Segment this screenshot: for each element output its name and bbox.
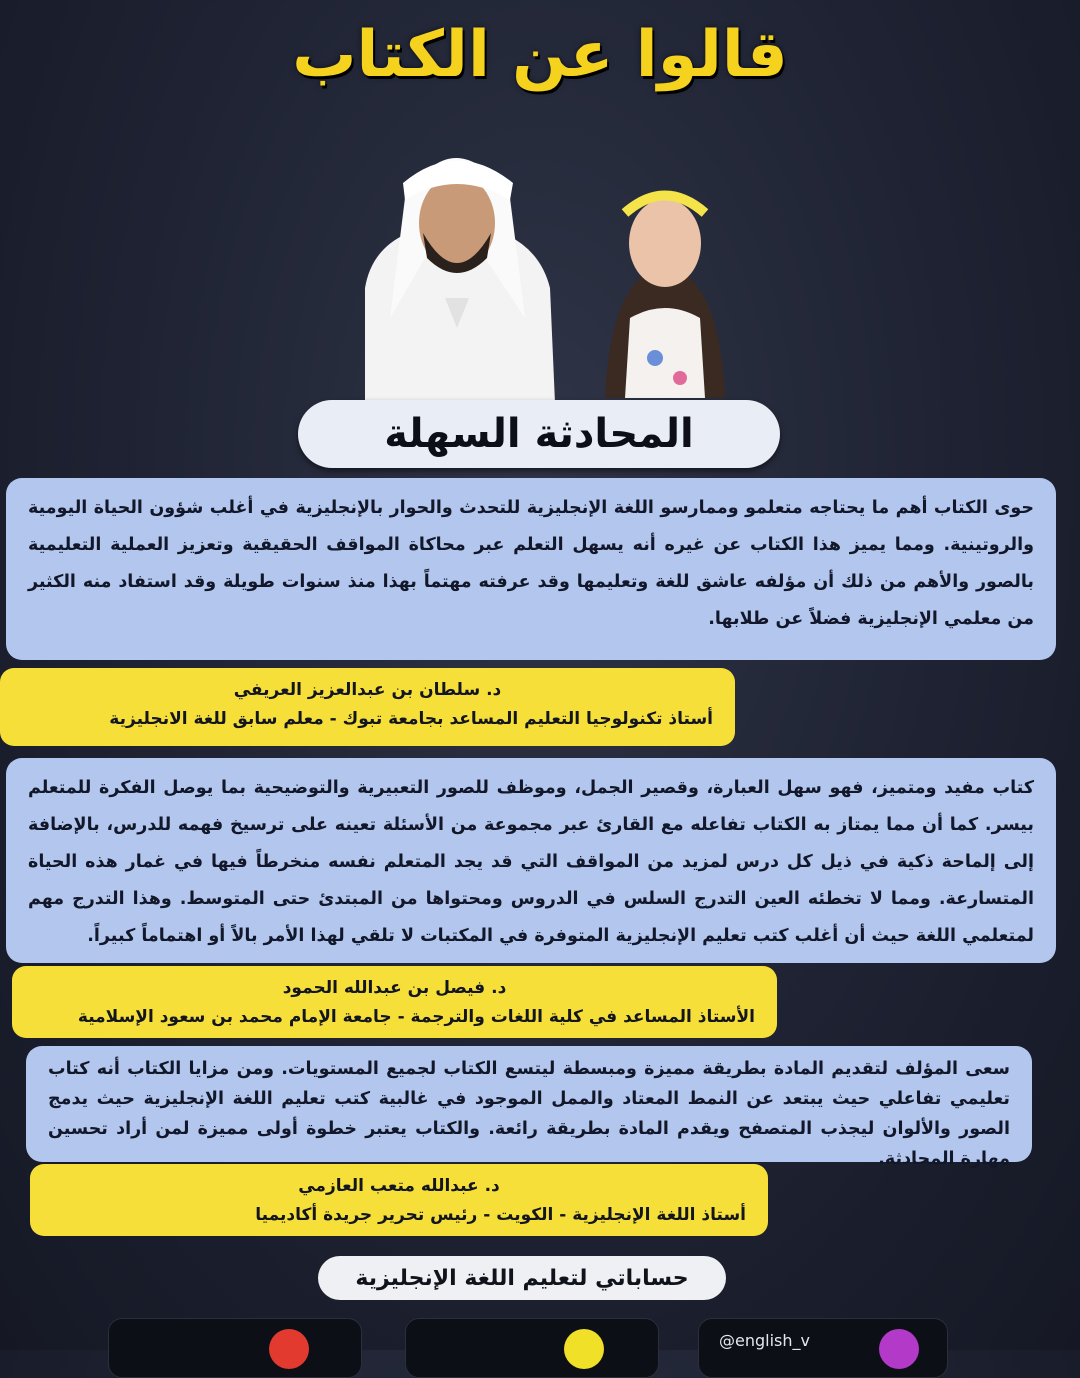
snapchat-account[interactable]	[405, 1318, 659, 1378]
review-1-author-role: أستاذ تكنولوجيا التعليم المساعد بجامعة تبوك - معلم سابق للغة الانجليزية	[109, 709, 713, 729]
youtube-account[interactable]	[108, 1318, 362, 1378]
review-1-author-box	[0, 668, 735, 746]
review-1-text: حوى الكتاب أهم ما يحتاجه متعلمو وممارسو اللغة الإنجليزية للتحدث والحوار بالإنجليزية في أغلب شؤون الحياة اليومية والروتينية. ومما يميز هذا الكتاب عن غيره أنه يسهل التعلم عبر محاكاة المواقف الحقيقية وتعزيز العملية التعليمية بالصور والأهم من ذلك أن مؤلفه عاشق للغة وتعليمها وقد عرفته مهتماً بهذا منذ سنوات طويلة وقد استفاد منه الكثير من معلمي الإنجليزية فضلاً عن طلابها.	[28, 498, 1034, 629]
accounts-label: حساباتي لتعليم اللغة الإنجليزية	[318, 1256, 726, 1300]
review-3-panel	[26, 1046, 1032, 1169]
youtube-icon	[269, 1329, 309, 1369]
page-title: قالوا عن الكتاب	[292, 18, 788, 92]
review-1-panel	[6, 478, 1056, 660]
review-2-text: كتاب مفيد ومتميز، فهو سهل العبارة، وقصير الجمل، وموظف للصور التعبيرية والتوضيحية بما يوصل الفكرة للمتعلم بيسر. كما أن مما يمتاز به الكتاب تفاعله مع القارئ عبر مجموعة من الأسئلة تعينه على ترسيخ فهمه للدرس، بالإضافة إلى إلماحة ذكية في ذيل كل درس لمزيد من المواقف التي قد يجد المتعلم نفسه منخرطاً فيها في غمار هذه الحياة المتسارعة. ومما لا تخطئه العين التدرج السلس في الدروس ومحتواها من المبتدئ حتى المتوسط. وهذا التدرج مهم لمتعلمي اللغة حيث أن أغلب كتب تعليم الإنجليزية المتوفرة في المكتبات لا تلقي لهذا الأمر بالاً أو اهتماماً كبيراً.	[28, 778, 1034, 946]
review-3-author-role: أستاذ اللغة الإنجليزية - الكويت - رئيس تحرير جريدة أكاديميا	[255, 1205, 746, 1225]
review-1-author-name: د. سلطان بن عبدالعزيز العريفي	[233, 680, 502, 700]
instagram-account[interactable]	[698, 1318, 948, 1378]
review-2-author-name: د. فيصل بن عبدالله الحمود	[282, 978, 507, 998]
instagram-icon	[879, 1329, 919, 1369]
review-2-author-box	[12, 966, 777, 1038]
review-2-author-role: الأستاذ المساعد في كلية اللغات والترجمة - جامعة الإمام محمد بن سعود الإسلامية	[77, 1007, 755, 1027]
book-title-badge: المحادثة السهلة	[298, 400, 780, 468]
review-3-author-box	[30, 1164, 768, 1236]
snapchat-icon	[564, 1329, 604, 1369]
review-3-text: سعى المؤلف لتقديم المادة بطريقة مميزة ومبسطة ليتسع الكتاب لجميع المستويات. ومن مزايا الكتاب أنه كتاب تعليمي تفاعلي حيث يبتعد عن النمط المعتاد والممل الموجود في غالبية كتب تعليم اللغة الإنجليزية حيث يدمج الصور والألوان ليجذب المتصفح ويقدم المادة بطريقة رائعة. والكتاب يعتبر خطوة أولى مميزة لمن أراد تحسين مهارة المحادثة.	[48, 1059, 1010, 1169]
instagram-handle: @english_v	[719, 1331, 810, 1350]
review-3-author-name: د. عبدالله متعب العازمي	[298, 1176, 500, 1196]
author-photo	[335, 128, 575, 403]
review-2-panel	[6, 758, 1056, 963]
child-photo	[585, 168, 745, 398]
